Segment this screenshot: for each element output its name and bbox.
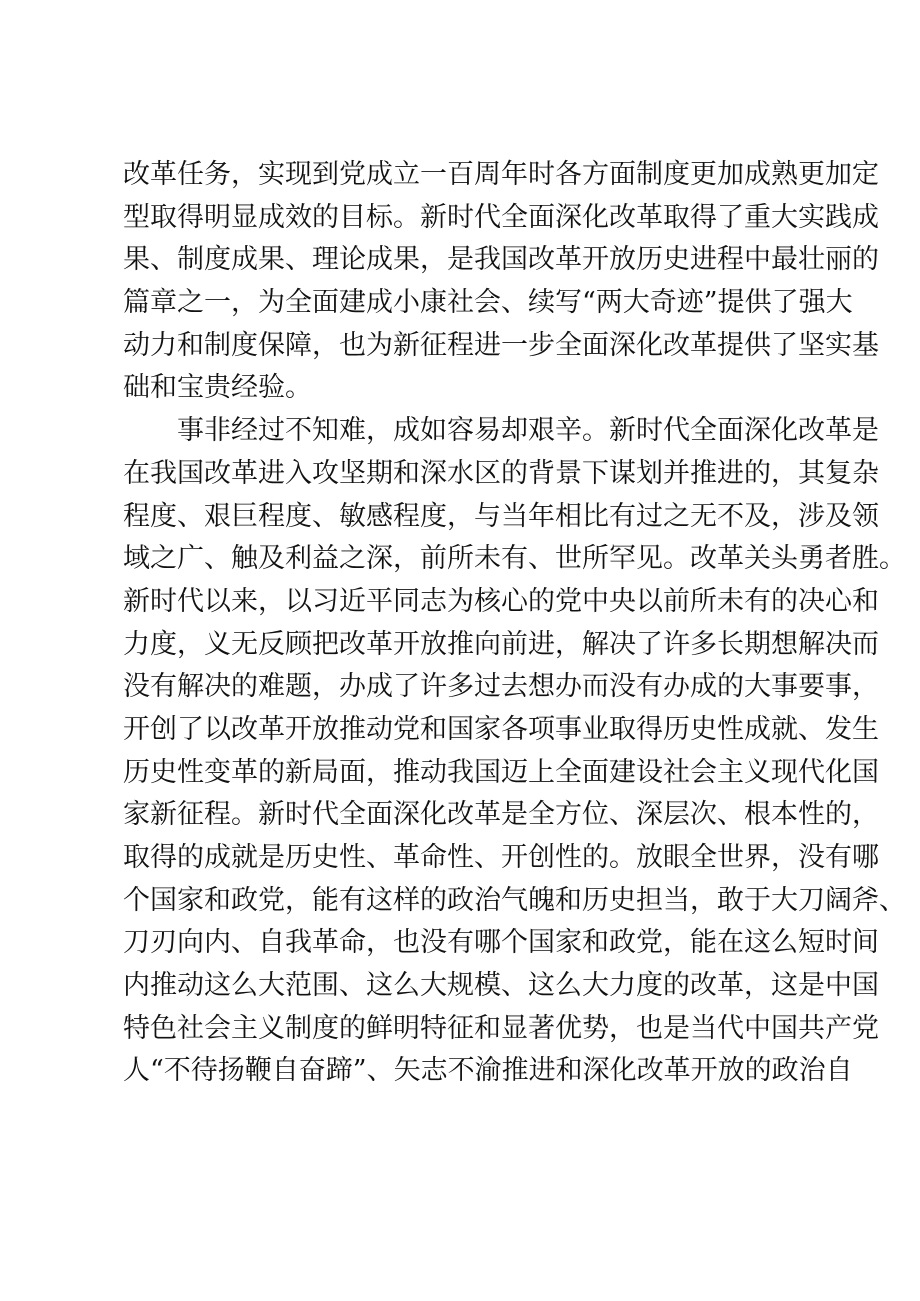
text-line: 开创了以改革开放推动党和国家各项事业取得历史性成就、发生: [123, 713, 879, 745]
text-line: 特色社会主义制度的鲜明特征和显著优势，也是当代中国共产党: [123, 1012, 879, 1044]
paragraph-2: [123, 410, 906, 1093]
text-line: 没有解决的难题，办成了许多过去想办而没有办成的大事要事，: [123, 671, 879, 703]
text-line: 型取得明显成效的目标。新时代全面深化改革取得了重大实践成: [123, 201, 879, 233]
text-line: 家新征程。新时代全面深化改革是全方位、深层次、根本性的，: [123, 799, 879, 831]
body-text: [123, 154, 906, 1093]
text-line: 新时代以来，以习近平同志为核心的党中央以前所未有的决心和: [123, 585, 879, 617]
text-line: 刀刃向内、自我革命，也没有哪个国家和政党，能在这么短时间: [123, 927, 879, 959]
text-line: 在我国改革进入攻坚期和深水区的背景下谋划并推进的，其复杂: [123, 457, 879, 489]
text-line: 域之广、触及利益之深，前所未有、世所罕见。改革关头勇者胜。: [123, 543, 906, 575]
text-line: 取得的成就是历史性、革命性、开创性的。放眼全世界，没有哪: [123, 842, 879, 873]
paragraph-1: [123, 154, 879, 410]
text-line: 人“不待扬鞭自奋蹄”、矢志不渝推进和深化改革开放的政治自: [123, 1055, 853, 1087]
text-line: 个国家和政党，能有这样的政治气魄和历史担当，敢于大刀阔斧、: [123, 884, 906, 916]
text-line: 历史性变革的新局面，推动我国迈上全面建设社会主义现代化国: [123, 756, 879, 788]
text-line: 程度、艰巨程度、敏感程度，与当年相比有过之无不及，涉及领: [123, 500, 879, 532]
text-line: 事非经过不知难，成如容易却艰辛。新时代全面深化改革是: [177, 415, 879, 447]
text-line: 础和宝贵经验。: [123, 372, 312, 404]
text-line: 果、制度成果、理论成果，是我国改革开放历史进程中最壮丽的: [123, 244, 879, 276]
text-line: 力度，义无反顾把改革开放推向前进，解决了许多长期想解决而: [123, 628, 879, 660]
text-line: 内推动这么大范围、这么大规模、这么大力度的改革，这是中国: [123, 970, 879, 1002]
text-line: 篇章之一，为全面建成小康社会、续写“两大奇迹”提供了强大: [123, 287, 853, 319]
text-line: 改革任务，实现到党成立一百周年时各方面制度更加成熟更加定: [123, 159, 879, 190]
text-line: 动力和制度保障，也为新征程进一步全面深化改革提供了坚实基: [123, 329, 879, 361]
